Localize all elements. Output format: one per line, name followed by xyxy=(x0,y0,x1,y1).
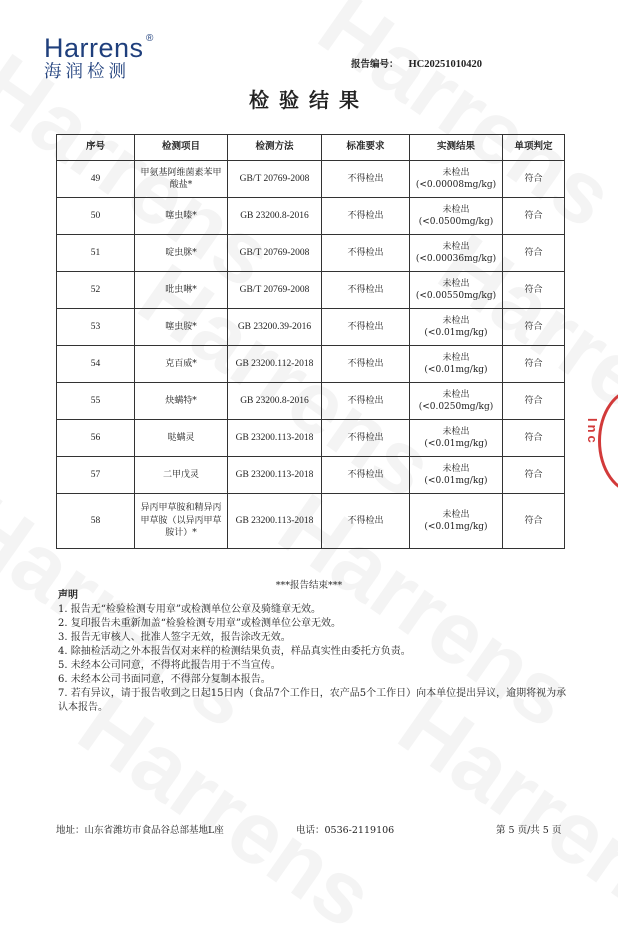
cell-no: 51 xyxy=(57,235,135,272)
logo-chinese-text: 海润检测 xyxy=(44,62,130,82)
seal-stamp xyxy=(598,388,618,494)
declaration-item: 2. 复印报告未重新加盖“检验检测专用章”或检测单位公章无效。 xyxy=(58,618,341,629)
cell-requirement: 不得检出 xyxy=(322,161,410,198)
column-header-judgement: 单项判定 xyxy=(503,135,565,161)
cell-result xyxy=(410,198,503,235)
cell-judgement: 符合 xyxy=(503,346,565,383)
cell-result xyxy=(410,272,503,309)
logo-text: Harrens xyxy=(44,33,144,63)
cell-method: GB 23200.113-2018 xyxy=(228,420,322,457)
result-limit: (<0.00036mg/kg) xyxy=(415,254,497,264)
cell-judgement: 符合 xyxy=(503,494,565,549)
result-limit: (<0.00008mg/kg) xyxy=(415,180,497,190)
results-table xyxy=(56,134,565,549)
result-status: 未检出 xyxy=(442,167,470,178)
cell-method: GB/T 20769-2008 xyxy=(228,161,322,198)
cell-item: 啶虫脒* xyxy=(135,235,228,272)
table-row xyxy=(57,346,565,383)
cell-method: GB/T 20769-2008 xyxy=(228,272,322,309)
cell-no: 57 xyxy=(57,457,135,494)
result-status: 未检出 xyxy=(442,389,470,400)
cell-method: GB 23200.113-2018 xyxy=(228,457,322,494)
column-header-result: 实测结果 xyxy=(410,135,503,161)
cell-method: GB/T 20769-2008 xyxy=(228,235,322,272)
cell-result xyxy=(410,346,503,383)
seal-stamp-text: Inc xyxy=(585,418,600,446)
column-header-item: 检测项目 xyxy=(135,135,228,161)
result-limit: (<0.0500mg/kg) xyxy=(418,217,494,227)
cell-method: GB 23200.8-2016 xyxy=(228,383,322,420)
cell-judgement: 符合 xyxy=(503,235,565,272)
column-header-no: 序号 xyxy=(57,135,135,161)
cell-requirement: 不得检出 xyxy=(322,346,410,383)
cell-requirement: 不得检出 xyxy=(322,309,410,346)
cell-requirement: 不得检出 xyxy=(322,198,410,235)
cell-requirement: 不得检出 xyxy=(322,383,410,420)
cell-no: 49 xyxy=(57,161,135,198)
footer-phone: 电话：0536-2119106 xyxy=(296,825,395,836)
result-status: 未检出 xyxy=(442,352,470,363)
result-status: 未检出 xyxy=(442,315,470,326)
cell-no: 54 xyxy=(57,346,135,383)
result-limit: (<0.01mg/kg) xyxy=(424,328,488,338)
result-limit: (<0.01mg/kg) xyxy=(424,439,488,449)
cell-result xyxy=(410,309,503,346)
cell-item: 噻虫嗪* xyxy=(135,198,228,235)
cell-no: 50 xyxy=(57,198,135,235)
cell-judgement: 符合 xyxy=(503,272,565,309)
result-limit: (<0.01mg/kg) xyxy=(424,476,488,486)
declaration-item: 7. 若有异议，请于报告收到之日起15日内（食品7个工作日，农产品5个工作日）向本单位提出异议，逾期将视为承认本报告。 xyxy=(58,688,567,713)
table-row xyxy=(57,420,565,457)
cell-item: 克百威* xyxy=(135,346,228,383)
cell-judgement: 符合 xyxy=(503,457,565,494)
cell-item: 噻虫胺* xyxy=(135,309,228,346)
column-header-requirement: 标准要求 xyxy=(322,135,410,161)
declaration-item: 1. 报告无“检验检测专用章”或检测单位公章及骑缝章无效。 xyxy=(58,604,321,615)
table-row xyxy=(57,272,565,309)
result-status: 未检出 xyxy=(442,463,470,474)
cell-result xyxy=(410,235,503,272)
result-limit: (<0.01mg/kg) xyxy=(424,522,488,532)
cell-requirement: 不得检出 xyxy=(322,272,410,309)
report-number xyxy=(351,56,482,70)
company-logo xyxy=(44,33,154,82)
page-title: 检验结果 xyxy=(249,88,369,112)
cell-result xyxy=(410,457,503,494)
cell-judgement: 符合 xyxy=(503,309,565,346)
table-row xyxy=(57,383,565,420)
column-header-method: 检测方法 xyxy=(228,135,322,161)
cell-judgement: 符合 xyxy=(503,383,565,420)
declaration-item: 5. 未经本公司同意，不得将此报告用于不当宣传。 xyxy=(58,660,281,671)
cell-result xyxy=(410,161,503,198)
footer-page-number: 第 5 页/共 5 页 xyxy=(496,825,562,836)
cell-method: GB 23200.8-2016 xyxy=(228,198,322,235)
table-row xyxy=(57,457,565,494)
result-status: 未检出 xyxy=(442,204,470,215)
cell-result xyxy=(410,420,503,457)
declaration-item: 6. 未经本公司书面同意，不得部分复制本报告。 xyxy=(58,674,271,685)
cell-no: 58 xyxy=(57,494,135,549)
cell-result xyxy=(410,494,503,549)
table-row xyxy=(57,494,565,549)
cell-requirement: 不得检出 xyxy=(322,494,410,549)
cell-method: GB 23200.113-2018 xyxy=(228,494,322,549)
cell-no: 53 xyxy=(57,309,135,346)
cell-item: 异丙甲草胺和精异丙甲草胺（以异丙甲草胺计）* xyxy=(135,494,228,549)
cell-item: 哒螨灵 xyxy=(135,420,228,457)
cell-item: 吡虫啉* xyxy=(135,272,228,309)
declaration-item: 3. 报告无审核人、批准人签字无效，报告涂改无效。 xyxy=(58,632,291,643)
declaration-item: 4. 除抽检活动之外本报告仅对来样的检测结果负责，样品真实性由委托方负责。 xyxy=(58,646,411,657)
report-number-label: 报告编号： xyxy=(351,59,399,70)
result-status: 未检出 xyxy=(442,426,470,437)
cell-judgement: 符合 xyxy=(503,198,565,235)
declaration-section xyxy=(58,589,568,715)
cell-no: 55 xyxy=(57,383,135,420)
cell-no: 52 xyxy=(57,272,135,309)
cell-item: 二甲戊灵 xyxy=(135,457,228,494)
cell-requirement: 不得检出 xyxy=(322,420,410,457)
report-end-note: ***报告结束*** xyxy=(275,580,343,591)
cell-method: GB 23200.112-2018 xyxy=(228,346,322,383)
table-header-row xyxy=(57,135,565,161)
cell-result xyxy=(410,383,503,420)
cell-method: GB 23200.39-2016 xyxy=(228,309,322,346)
table-row xyxy=(57,198,565,235)
cell-item: 甲氨基阿维菌素苯甲酸盐* xyxy=(135,161,228,198)
cell-judgement: 符合 xyxy=(503,161,565,198)
result-limit: (<0.01mg/kg) xyxy=(424,365,488,375)
registered-mark: ® xyxy=(146,33,154,44)
cell-requirement: 不得检出 xyxy=(322,457,410,494)
table-row xyxy=(57,235,565,272)
result-limit: (<0.0250mg/kg) xyxy=(418,402,494,412)
declaration-title: 声明 xyxy=(58,590,78,601)
table-row xyxy=(57,161,565,198)
result-limit: (<0.00550mg/kg) xyxy=(415,291,497,301)
cell-item: 炔螨特* xyxy=(135,383,228,420)
result-status: 未检出 xyxy=(442,241,470,252)
result-status: 未检出 xyxy=(442,278,470,289)
cell-no: 56 xyxy=(57,420,135,457)
cell-requirement: 不得检出 xyxy=(322,235,410,272)
cell-judgement: 符合 xyxy=(503,420,565,457)
table-row xyxy=(57,309,565,346)
report-number-value: HC20251010420 xyxy=(408,59,483,70)
footer-address: 地址：山东省潍坊市食品谷总部基地L座 xyxy=(56,825,224,836)
result-status: 未检出 xyxy=(442,509,470,520)
